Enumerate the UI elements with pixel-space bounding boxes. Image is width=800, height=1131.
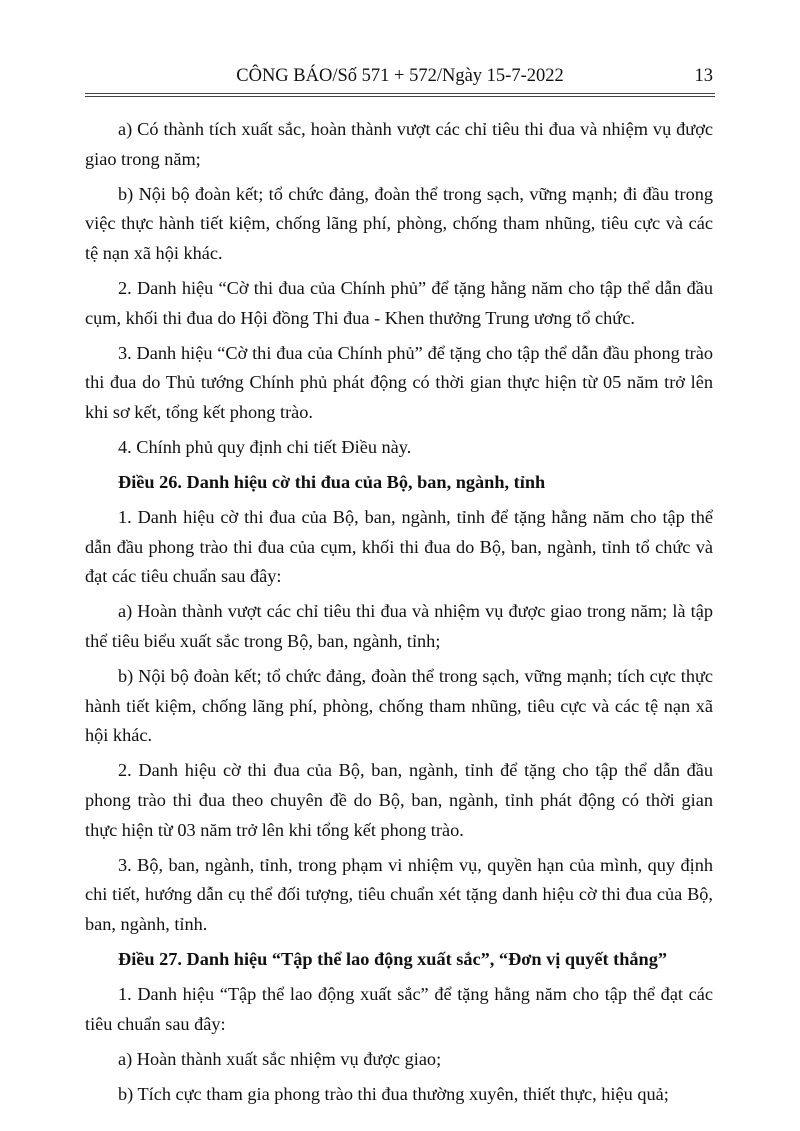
paragraph: 3. Danh hiệu “Cờ thi đua của Chính phủ” để tặng cho tập thể dẫn đầu phong trào thi đua do Thủ tướng Chính phủ phát động có thời gian thực hiện từ 05 năm trở lên khi sơ kết, tổng kết phong trào. (85, 342, 713, 422)
article-heading-27: Điều 27. Danh hiệu “Tập thể lao động xuất sắc”, “Đơn vị quyết thắng” (118, 948, 668, 969)
paragraph: a) Hoàn thành xuất sắc nhiệm vụ được giao; (118, 1048, 442, 1069)
paragraph: 1. Danh hiệu cờ thi đua của Bộ, ban, ngành, tỉnh để tặng hằng năm cho tập thể dẫn đầu phong trào thi đua của cụm, khối thi đua do Bộ, ban, ngành, tỉnh tổ chức và đạt các tiêu chuẩn sau đây: (85, 507, 713, 587)
page-header (85, 64, 715, 90)
paragraph: b) Nội bộ đoàn kết; tổ chức đảng, đoàn thể trong sạch, vững mạnh; đi đầu trong việc thực hành tiết kiệm, chống lãng phí, phòng, chống tham nhũng, tiêu cực và các tệ nạn xã hội khác. (85, 183, 713, 263)
header-double-rule (85, 93, 715, 97)
paragraph: 1. Danh hiệu “Tập thể lao động xuất sắc” để tặng hằng năm cho tập thể đạt các tiêu chuẩn sau đây: (85, 984, 713, 1034)
page-number: 13 (694, 66, 713, 86)
paragraph: a) Có thành tích xuất sắc, hoàn thành vượt các chỉ tiêu thi đua và nhiệm vụ được giao trong năm; (85, 119, 713, 169)
paragraph: a) Hoàn thành vượt các chỉ tiêu thi đua và nhiệm vụ được giao trong năm; là tập thể tiêu biểu xuất sắc trong Bộ, ban, ngành, tỉnh; (85, 601, 713, 651)
article-heading-26: Điều 26. Danh hiệu cờ thi đua của Bộ, ban, ngành, tỉnh (118, 472, 546, 493)
header-title: CÔNG BÁO/Số 571 + 572/Ngày 15-7-2022 (236, 66, 564, 86)
paragraph: b) Nội bộ đoàn kết; tổ chức đảng, đoàn thể trong sạch, vững mạnh; tích cực thực hành tiết kiệm, chống lãng phí, phòng, chống tham nhũng, tiêu cực và các tệ nạn xã hội khác. (85, 666, 713, 746)
paragraph: 3. Bộ, ban, ngành, tỉnh, trong phạm vi nhiệm vụ, quyền hạn của mình, quy định chi tiết, hướng dẫn cụ thể đối tượng, tiêu chuẩn xét tặng danh hiệu cờ thi đua của Bộ, ban, ngành, tỉnh. (85, 854, 713, 934)
paragraph: 2. Danh hiệu “Cờ thi đua của Chính phủ” để tặng hằng năm cho tập thể dẫn đầu cụm, khối thi đua do Hội đồng Thi đua - Khen thưởng Trung ương tổ chức. (85, 277, 713, 328)
paragraph: b) Tích cực tham gia phong trào thi đua thường xuyên, thiết thực, hiệu quả; (118, 1083, 669, 1104)
document-body (85, 115, 713, 1115)
paragraph: 4. Chính phủ quy định chi tiết Điều này. (118, 436, 412, 457)
paragraph: 2. Danh hiệu cờ thi đua của Bộ, ban, ngành, tỉnh để tặng cho tập thể dẫn đầu phong trào thi đua theo chuyên đề do Bộ, ban, ngành, tỉnh phát động có thời gian thực hiện từ 03 năm trở lên khi tổng kết phong trào. (85, 760, 713, 840)
